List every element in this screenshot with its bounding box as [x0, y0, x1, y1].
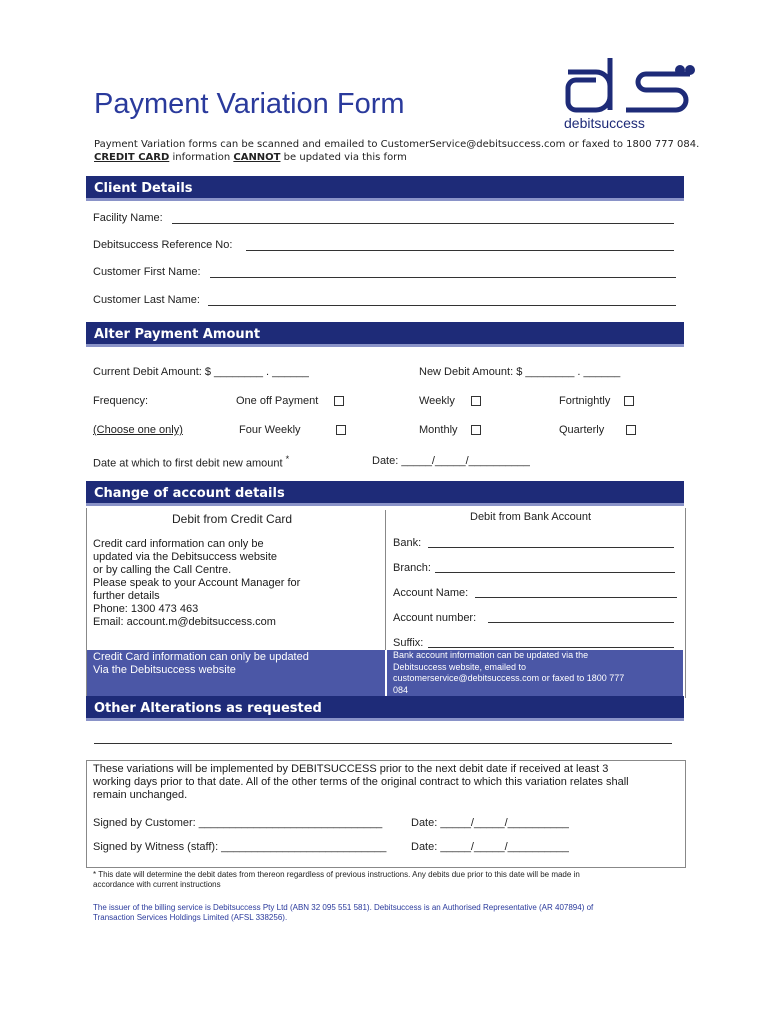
new-debit-field[interactable]: New Debit Amount: $ ________ . ______ [419, 366, 621, 378]
terms-line: working days prior to that date. All of the other terms of the original contract to which this variation relates shall [93, 776, 629, 788]
other-alterations-heading: Other Alterations as requested [86, 696, 684, 721]
asterisk: * [285, 454, 290, 464]
four-weekly-label: Four Weekly [239, 424, 301, 436]
intro-line-1: Payment Variation forms can be scanned and emailed to CustomerService@debitsuccess.com or faxed to 1800 777 084. [94, 139, 700, 150]
cc-phone: Phone: 1300 473 463 [93, 603, 199, 615]
one-off-checkbox[interactable] [334, 396, 344, 406]
cc-info [93, 538, 300, 629]
suffix-label: Suffix: [393, 637, 424, 649]
intro-bold-cannot: CANNOT [233, 152, 281, 163]
current-debit-field[interactable]: Current Debit Amount: $ ________ . ______ [93, 366, 309, 378]
account-name-field[interactable] [475, 597, 677, 598]
weekly-label: Weekly [419, 395, 455, 407]
intro-bold-credit: CREDIT CARD [94, 152, 170, 163]
bank-note [387, 650, 683, 698]
bank-note-line: customerservice@debitsuccess.com or faxed to 1800 777 [393, 673, 625, 683]
reference-label: Debitsuccess Reference No: [93, 239, 233, 251]
cc-line: updated via the Debitsuccess website [93, 551, 278, 563]
fortnightly-label: Fortnightly [559, 395, 611, 407]
monthly-checkbox[interactable] [471, 425, 481, 435]
account-number-field[interactable] [488, 622, 674, 623]
intro-mid: information [169, 152, 234, 163]
account-number-label: Account number: [393, 612, 477, 624]
first-name-field[interactable] [210, 277, 676, 278]
bank-note-line: Bank account information can be updated via the [393, 650, 589, 660]
signed-witness-field[interactable]: Signed by Witness (staff): ___________________________ [93, 841, 387, 853]
account-divider [385, 510, 386, 650]
terms-line: These variations will be implemented by DEBITSUCCESS prior to the next debit date if received at least 3 [93, 763, 609, 775]
first-debit-label [93, 454, 289, 470]
branch-field[interactable] [435, 572, 675, 573]
client-details-heading: Client Details [86, 176, 684, 201]
issuer-line: Transaction Services Holdings Limited (AFSL 338256). [93, 913, 288, 922]
footnote-line: * This date will determine the debit dates from thereon regardless of previous instructions. Any debits due prior to this date will be made in [93, 870, 580, 879]
cc-note [87, 650, 385, 698]
suffix-field[interactable] [428, 647, 674, 648]
cc-heading: Debit from Credit Card [172, 512, 293, 526]
logo-text: debitsuccess [564, 115, 645, 131]
frequency-label: Frequency: [93, 395, 149, 407]
signed-customer-field[interactable]: Signed by Customer: ______________________________ [93, 817, 383, 829]
quarterly-label: Quarterly [559, 424, 605, 436]
cc-email[interactable]: Email: account.m@debitsuccess.com [93, 616, 276, 628]
debitsuccess-logo [560, 50, 700, 132]
monthly-label: Monthly [419, 424, 458, 436]
facility-field[interactable] [172, 223, 674, 224]
alter-payment-heading: Alter Payment Amount [86, 322, 684, 347]
issuer-line: The issuer of the billing service is Debitsuccess Pty Ltd (ABN 32 095 551 581). Debitsuccess is an Authorised Representative (AR 407894) of [93, 903, 594, 912]
facility-label: Facility Name: [93, 212, 163, 224]
customer-date-field[interactable]: Date: _____/_____/__________ [411, 817, 569, 829]
footnote [93, 870, 580, 890]
bank-field[interactable] [428, 547, 674, 548]
cc-line: or by calling the Call Centre. [93, 564, 232, 576]
last-name-field[interactable] [208, 305, 676, 306]
issuer-statement [93, 903, 593, 923]
choose-one-label: (Choose one only) [93, 424, 183, 436]
change-account-heading: Change of account details [86, 481, 684, 506]
first-debit-date-field[interactable]: Date: _____/_____/__________ [372, 455, 530, 467]
bank-label: Bank: [393, 537, 422, 549]
reference-field[interactable] [246, 250, 674, 251]
terms-text [93, 763, 629, 802]
branch-label: Branch: [393, 562, 431, 574]
bank-note-line: 084 [393, 684, 409, 695]
witness-date-field[interactable]: Date: _____/_____/__________ [411, 841, 569, 853]
cc-line: further details [93, 590, 160, 602]
quarterly-checkbox[interactable] [626, 425, 636, 435]
page-title: Payment Variation Form [94, 88, 405, 120]
other-alterations-field[interactable] [94, 743, 672, 744]
intro-end: be updated via this form [280, 152, 407, 163]
cc-note-line: Credit Card information can only be updated [93, 651, 309, 663]
account-name-label: Account Name: [393, 587, 469, 599]
one-off-label: One off Payment [236, 395, 319, 407]
first-name-label: Customer First Name: [93, 266, 201, 278]
intro-text [94, 138, 699, 164]
footnote-line: accordance with current instructions [93, 880, 221, 889]
last-name-label: Customer Last Name: [93, 294, 200, 306]
cc-note-line: Via the Debitsuccess website [93, 664, 236, 676]
bank-heading: Debit from Bank Account [470, 511, 592, 523]
weekly-checkbox[interactable] [471, 396, 481, 406]
first-debit-text: Date at which to first debit new amount [93, 457, 283, 470]
bank-note-line: Debitsuccess website, emailed to [393, 661, 527, 672]
cc-line: Please speak to your Account Manager for [93, 577, 301, 589]
cc-line: Credit card information can only be [93, 538, 264, 550]
four-weekly-checkbox[interactable] [336, 425, 346, 435]
terms-line: remain unchanged. [93, 789, 188, 801]
fortnightly-checkbox[interactable] [624, 396, 634, 406]
